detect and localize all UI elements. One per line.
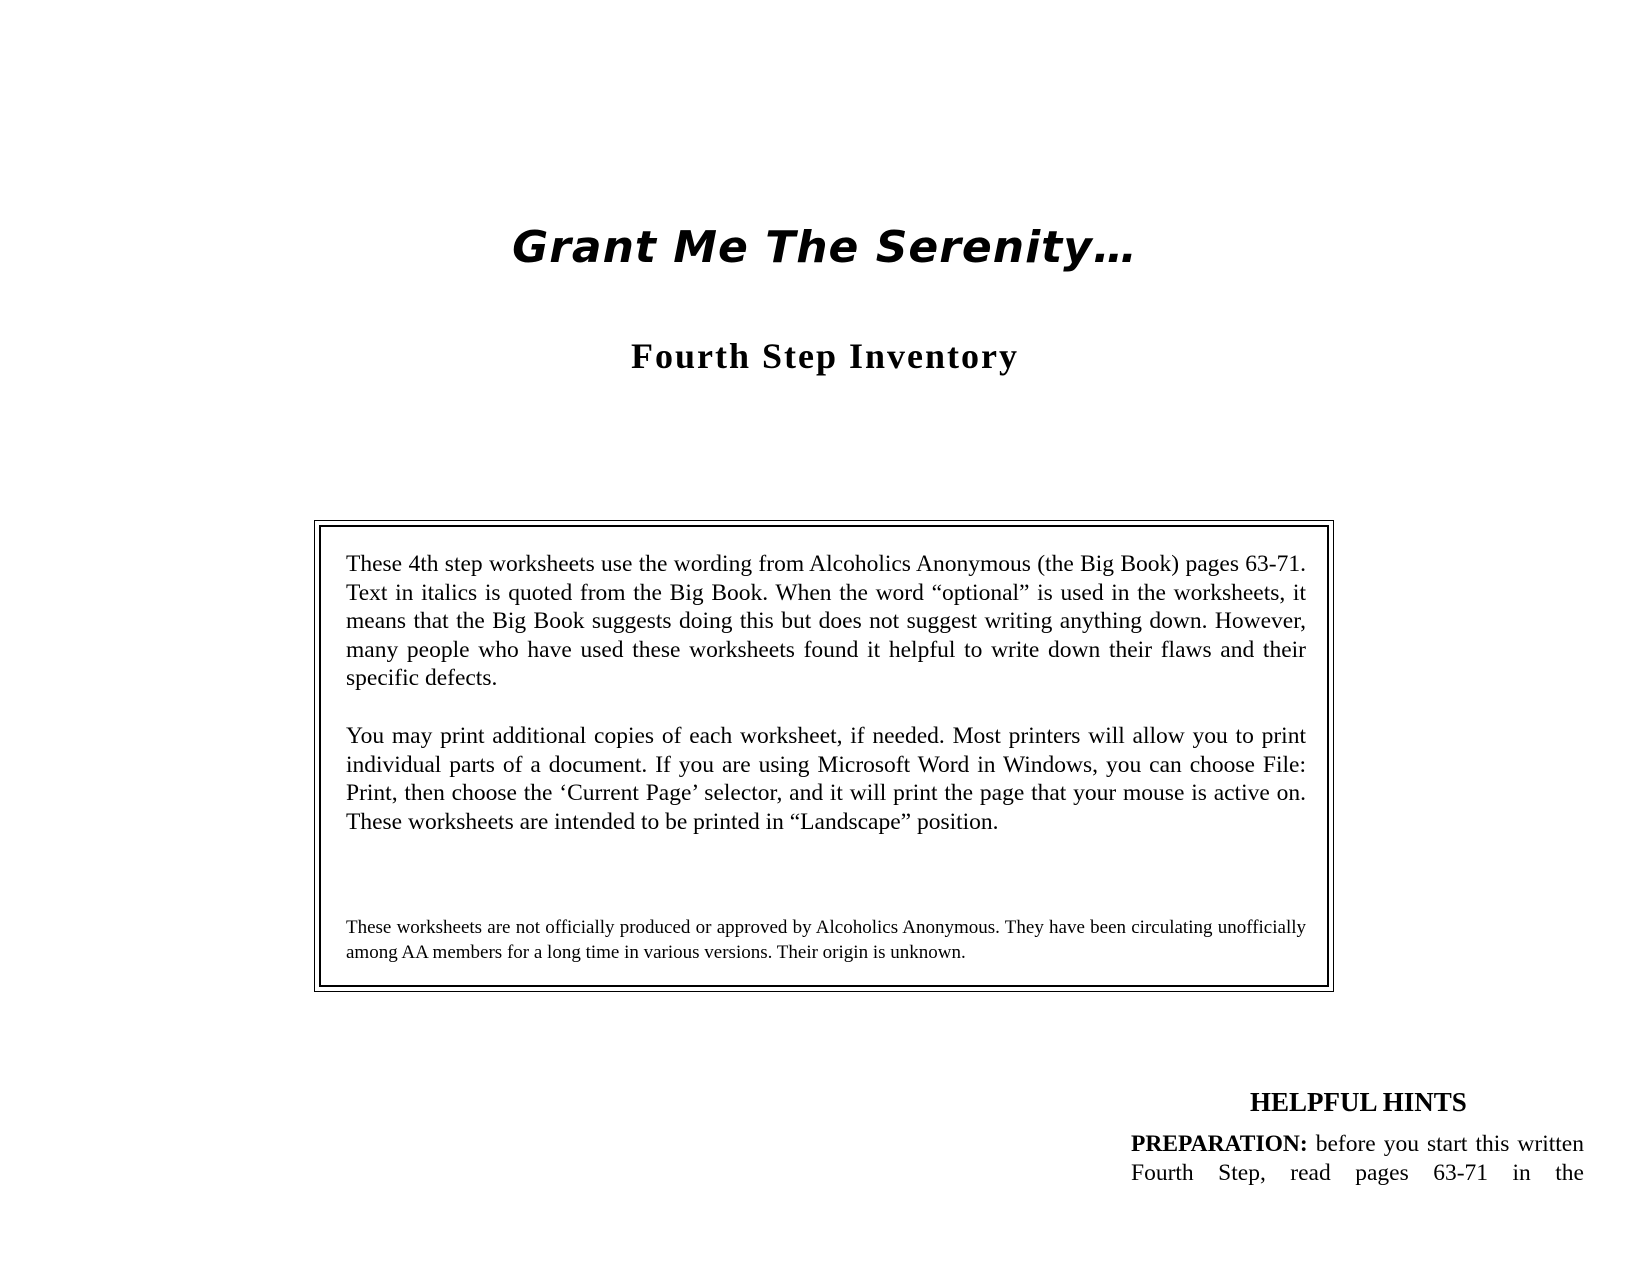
preparation-label: PREPARATION: — [1131, 1131, 1308, 1157]
notice-paragraph-intro: These 4th step worksheets use the wording from Alcoholics Anonymous (the Big Book) pages 63-71. Text in italics is quoted from the Big Book. When the word “optional” is used in the worksheets, it means that the Big Book suggests doing this but does not suggest writing anything down. However, many people who have used these worksheets found it helpful to write down their flaws and their specific defects. — [346, 551, 1306, 691]
document-subtitle: Fourth Step Inventory — [630, 336, 1019, 376]
notice-paragraph-printing: You may print additional copies of each worksheet, if needed. Most printers will allow you to print individual parts of a document. If you are using Microsoft Word in Windows, you can choose File: Print, then choose the ‘Current Page’ selector, and it will print the page that your mouse is active on. These worksheets are intended to be printed in “Landscape” position. — [346, 723, 1306, 835]
helpful-hints-preparation — [1131, 1130, 1584, 1187]
helpful-hints-heading: HELPFUL HINTS — [1250, 1087, 1467, 1117]
preparation-text: before you start this written Fourth Step, read pages 63-71 in the — [1131, 1131, 1584, 1186]
notice-disclaimer: These worksheets are not officially produced or approved by Alcoholics Anonymous. They have been circulating unofficially among AA members for a long time in various versions. Their origin is unknown. — [346, 917, 1306, 963]
document-title: Grant Me The Serenity… — [512, 222, 1138, 273]
